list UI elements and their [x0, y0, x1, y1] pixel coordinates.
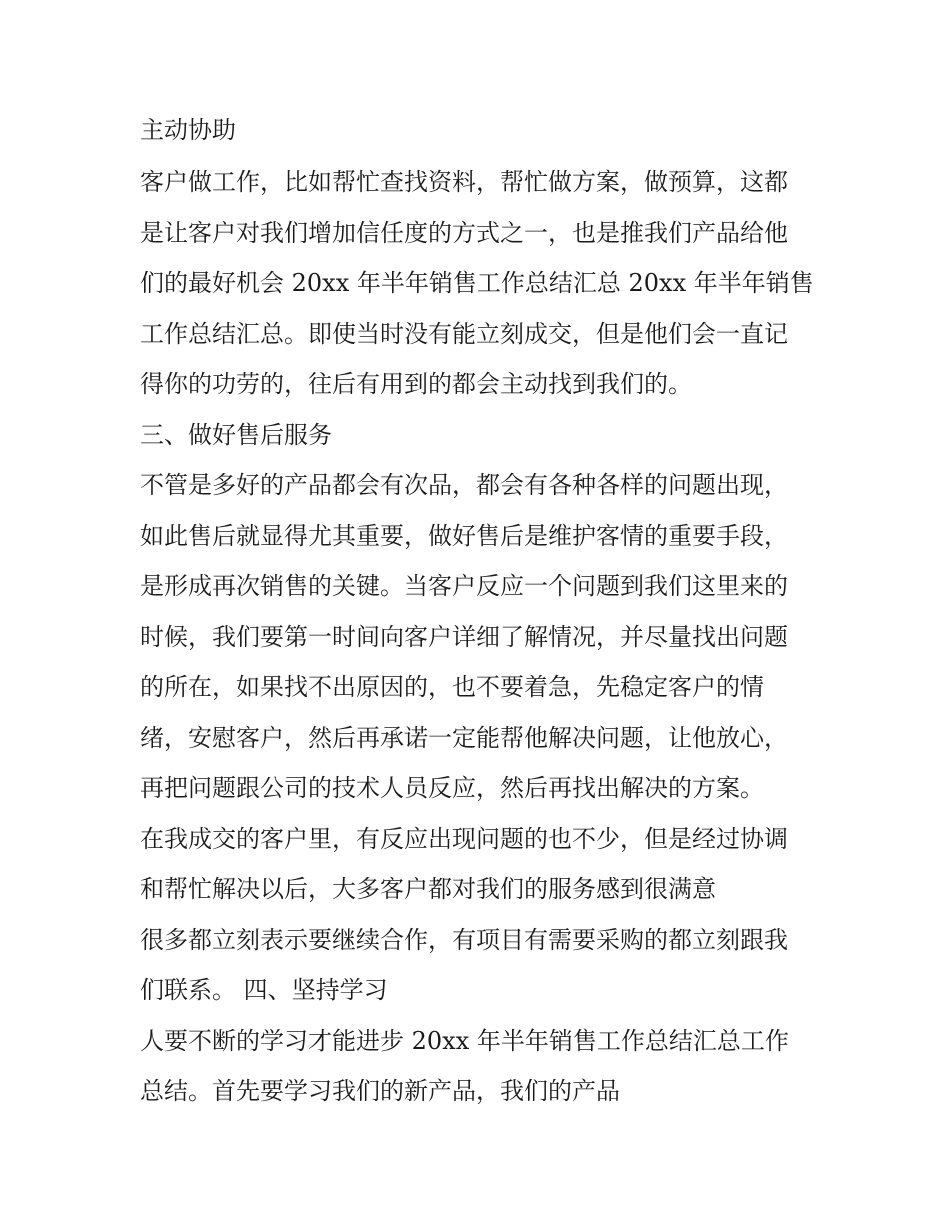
- text-line: 很多都立刻表示要继续合作，有项目有需要采购的都立刻跟我: [140, 926, 788, 954]
- text-line: 得你的功劳的，往后有用到的都会主动找到我们的。: [140, 370, 692, 398]
- text-line: 时候，我们要第一时间向客户详细了解情况，并尽量找出问题: [140, 623, 788, 651]
- text-line: 主动协助: [140, 116, 236, 144]
- text-line: 和帮忙解决以后，大多客户都对我们的服务感到很满意: [140, 875, 716, 903]
- text-line-with-heading: 们联系。 四、坚持学习: [140, 976, 388, 1004]
- text-line: 绪，安慰客户，然后再承诺一定能帮他解决问题，让他放心，: [140, 724, 788, 752]
- text-line: 客户做工作，比如帮忙查找资料，帮忙做方案，做预算，这都: [140, 168, 788, 196]
- text-line: 总结。首先要学习我们的新产品，我们的产品: [140, 1077, 620, 1105]
- text-line: 不管是多好的产品都会有次品，都会有各种各样的问题出现，: [140, 471, 788, 499]
- section-heading: 三、做好售后服务: [140, 421, 332, 449]
- text-line: 是让客户对我们增加信任度的方式之一，也是推我们产品给他: [140, 219, 788, 247]
- text-line: 的所在，如果找不出原因的，也不要着急，先稳定客户的情: [140, 673, 764, 701]
- text-line: 是形成再次销售的关键。当客户反应一个问题到我们这里来的: [140, 572, 788, 600]
- text-line: 在我成交的客户里，有反应出现问题的也不少，但是经过协调: [140, 825, 788, 853]
- text-line: 们的最好机会 20xx 年半年销售工作总结汇总 20xx 年半年销售: [140, 269, 814, 297]
- text-line: 人要不断的学习才能进步 20xx 年半年销售工作总结汇总工作: [140, 1027, 789, 1055]
- text-line: 如此售后就显得尤其重要，做好售后是维护客情的重要手段，: [140, 522, 788, 550]
- text-line: 工作总结汇总。即使当时没有能立刻成交，但是他们会一直记: [140, 320, 788, 348]
- text-line: 再把问题跟公司的技术人员反应，然后再找出解决的方案。: [140, 774, 764, 802]
